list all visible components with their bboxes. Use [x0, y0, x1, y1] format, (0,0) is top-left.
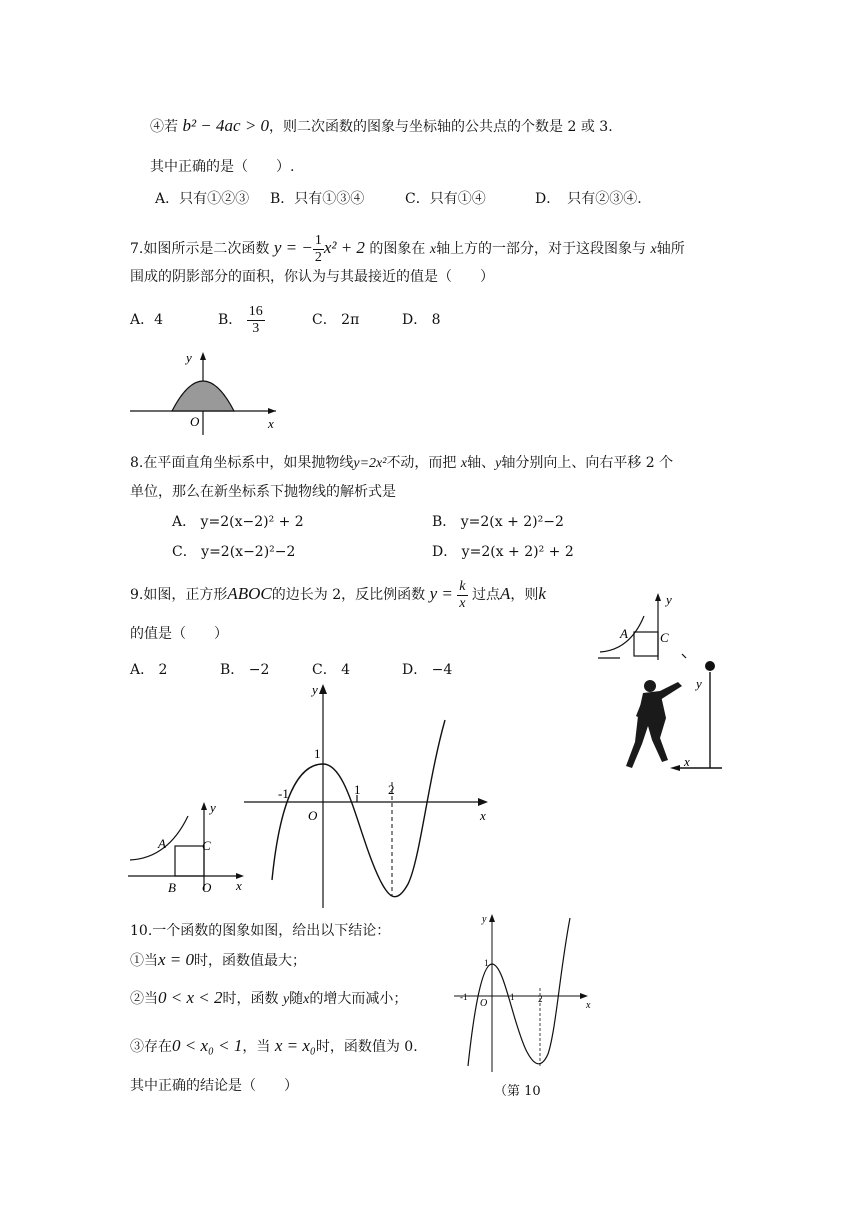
q8-option-c: C． y=2(x−2)²−2 — [172, 544, 296, 560]
svg-text:A: A — [620, 626, 628, 641]
q7-origin-label: O — [190, 414, 200, 429]
q7-y-label: y — [186, 350, 192, 365]
q9-stem-line2: 的值是（ ） — [130, 626, 228, 642]
q6-prompt: 其中正确的是（ ）. — [150, 159, 295, 175]
q6-option-a: A．只有①②③ — [155, 191, 250, 207]
q6-option-d: D． 只有②③④. — [535, 191, 642, 207]
q7-x-label: x — [268, 416, 274, 431]
q9-square-figure — [128, 798, 253, 893]
q9-option-d: D． −4 — [402, 662, 453, 678]
svg-text:x: x — [684, 754, 690, 769]
svg-text:-1: -1 — [278, 786, 289, 801]
svg-text:O: O — [480, 998, 488, 1009]
svg-text:1: 1 — [484, 958, 489, 968]
q8-option-b: B． y=2(x + 2)²−2 — [432, 514, 564, 530]
svg-text:1: 1 — [314, 746, 321, 761]
q10-conclusion-1: ①当x = 0时，函数值最大； — [130, 950, 307, 969]
svg-text:y: y — [482, 914, 487, 925]
q7-option-c: C． 2π — [312, 312, 360, 328]
function-graph-large — [240, 680, 495, 912]
q9-square-figure-small — [594, 590, 694, 662]
q10-function-graph — [452, 910, 602, 1076]
q7-option-d: D． 8 — [402, 312, 441, 328]
q7-option-b: B． $\frac{16}{3}$ — [218, 303, 263, 336]
svg-text:y: y — [312, 682, 318, 697]
svg-text:-1: -1 — [460, 992, 468, 1002]
q7-stem-line2: 围成的阴影部分的面积，你认为与其最接近的值是（ ） — [130, 269, 494, 285]
ball-icon — [705, 661, 715, 671]
q10-conclusion-3: ③存在0 < x₀ < 1，当 x = x₀时，函数值为 0. — [130, 1036, 418, 1055]
svg-text:O: O — [202, 880, 212, 893]
q7-option-a: A．4 — [130, 312, 164, 328]
q10-prompt: 其中正确的结论是（ ） — [130, 1078, 298, 1094]
svg-text:B: B — [168, 880, 176, 893]
svg-text:y: y — [666, 592, 672, 607]
svg-text:A: A — [158, 836, 166, 851]
q7-parabola-figure — [128, 350, 288, 435]
q10-stem: 10.一个函数的图象如图，给出以下结论： — [130, 923, 391, 939]
thrower-icon — [626, 680, 682, 768]
q9-stem-line1: 9.如图，正方形ABOC的边长为 2，反比例函数 y = $\frac{k}{x}$ 过点A，则k — [130, 578, 546, 611]
q9-fraction: $\frac{k}{x}$ — [459, 578, 466, 611]
svg-text:y: y — [696, 676, 702, 691]
q7-fraction: $\frac{1}{2}$ — [314, 232, 322, 265]
q9-option-a: A． 2 — [130, 662, 168, 678]
q9-option-b: B． −2 — [220, 662, 270, 678]
q7-stem-line1: 7.如图所示是二次函数 y = − $\frac{1}{2}$ x² + 2 的图象在 x轴上方的一部分，对于这段图象与 x轴所 — [130, 232, 685, 265]
q10-figure-caption: （第 10 — [494, 1084, 541, 1099]
q6-item4: ④若 b² − 4ac > 0，则二次函数的图象与坐标轴的公共点的个数是 2 或 3. — [150, 116, 613, 135]
q6-option-b: B．只有①③④ — [270, 191, 365, 207]
svg-text:O: O — [308, 808, 318, 823]
q8-stem-line2: 单位，那么在新坐标系下抛物线的解析式是 — [130, 484, 396, 500]
q10-conclusion-2: ②当0 < x < 2时，函数 y随x的增大而减小； — [130, 988, 408, 1007]
svg-text:C: C — [202, 838, 211, 853]
q8-option-d: D． y=2(x + 2)² + 2 — [432, 544, 574, 560]
svg-text:x: x — [480, 808, 486, 823]
svg-text:1: 1 — [354, 782, 361, 797]
q6-option-c: C．只有①④ — [405, 191, 486, 207]
svg-text:2: 2 — [538, 994, 543, 1004]
throw-figure — [620, 656, 725, 776]
q8-stem-line1: 8.在平面直角坐标系中，如果抛物线y=2x²不动，而把 x轴、y轴分别向上、向右平移 2 个 — [130, 455, 674, 471]
svg-text:x: x — [236, 878, 242, 893]
svg-text:x: x — [586, 1000, 591, 1011]
q8-option-a: A． y=2(x−2)² + 2 — [172, 514, 304, 530]
svg-text:y: y — [210, 800, 216, 815]
svg-text:1: 1 — [510, 992, 515, 1002]
svg-text:C: C — [660, 630, 669, 645]
q6-discriminant: b² − 4ac > 0 — [182, 116, 270, 135]
q9-option-c: C． 4 — [312, 662, 351, 678]
svg-text:2: 2 — [388, 782, 395, 797]
